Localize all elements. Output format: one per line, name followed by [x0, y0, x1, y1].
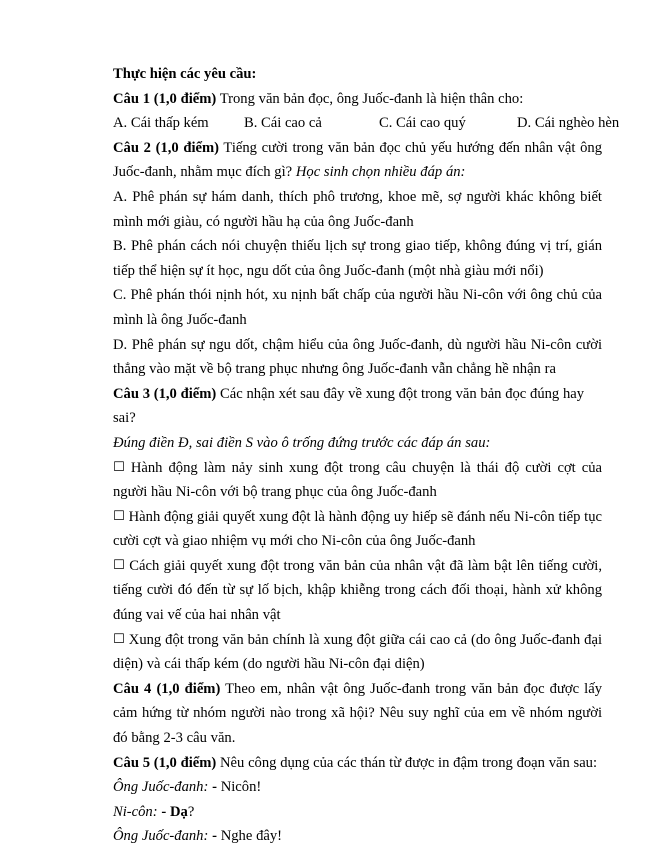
question-label-cau-1: Câu 1 (1,0 điểm) [113, 90, 217, 107]
question-label-cau-3: Câu 3 (1,0 điểm) [113, 385, 217, 402]
question-cau-2 [113, 136, 602, 185]
option-c-cau-1[interactable]: C. Cái cao quý [379, 115, 466, 132]
dialogue-speaker: Ni-côn: [113, 803, 158, 820]
question-prompt-cau-4: Theo em, nhân vật ông Juốc-đanh trong văn bản đọc được lấy cảm hứng từ nhóm người nào trong xã hội? Nêu suy nghĩ của em về nhóm người đó bằng 2-3 câu văn. [113, 680, 602, 747]
dialogue-bold-word: Dạ [169, 803, 188, 820]
checkbox-icon[interactable]: ☐ [113, 509, 125, 525]
dialogue-dash: - [161, 803, 167, 820]
dialogue-text: Nicôn! [216, 779, 262, 796]
question-label-cau-5: Câu 5 (1,0 điểm) [113, 754, 217, 771]
question-cau-3 [113, 382, 602, 431]
answer-option-cau-2-b[interactable]: B. Phê phán cách nói chuyện thiếu lịch sự trong giao tiếp, không đúng vị trí, gián tiếp thể hiện sự ít học, ngu dốt của ông Juốc-đanh (một nhà giàu mới nổi) [113, 238, 602, 279]
checkbox-statement-2[interactable] [113, 505, 602, 554]
checkbox-icon[interactable]: ☐ [113, 460, 125, 475]
answer-option-cau-2-d[interactable]: D. Phê phán sự ngu dốt, chậm hiểu của ông Juốc-đanh, dù người hầu Ni-côn cười thẳng vào mặt về bộ trang phục nhưng ông Juốc-đanh vẫn chẳng hề nhận ra [113, 336, 602, 378]
question-prompt-cau-2: Tiếng cười trong văn bản đọc chủ yếu hướng đến nhân vật ông Juốc-đanh, nhằm mục đích gì? [113, 139, 602, 181]
dialogue-speaker: Ông Juốc-đanh: [113, 828, 209, 845]
document-body [113, 62, 620, 849]
dialogue-dash: - [212, 779, 217, 796]
checkbox-statement-text: Hành động giải quyết xung đột là hành động uy hiếp sẽ đánh nếu Ni-côn tiếp tục cười cợt và giao nhiệm vụ mới cho Ni-côn của ông Juốc-đanh [113, 508, 603, 550]
question-cau-1 [113, 87, 602, 112]
question-instruction-cau-2: Học sinh chọn nhiều đáp án: [295, 164, 466, 181]
question-label-cau-4: Câu 4 (1,0 điểm) [113, 680, 221, 697]
dialogue-dash: - [212, 828, 217, 845]
question-prompt-cau-5: Nêu công dụng của các thán từ được in đậm trong đoạn văn sau: [216, 754, 598, 771]
dialogue-line-3 [113, 824, 602, 849]
checkbox-statement-3[interactable] [113, 554, 602, 628]
question-instruction-cau-3: Đúng điền Đ, sai điền S vào ô trống đứng trước các đáp án sau: [113, 434, 491, 451]
option-d-cau-1[interactable]: D. Cái nghèo hèn [517, 115, 620, 132]
answer-option-cau-2-c[interactable]: C. Phê phán thói nịnh hót, xu nịnh bất chấp của người hầu Ni-côn với ông chủ của mình là ông Juốc-đanh [113, 287, 602, 328]
dialogue-text: Nghe đây! [216, 828, 283, 845]
answer-option-cau-2-a[interactable]: A. Phê phán sự hám danh, thích phô trương, khoe mẽ, sợ người khác không biết mình mới giàu, có người hầu hạ của ông Juốc-đanh [113, 188, 602, 230]
question-prompt-cau-1: Trong văn bản đọc, ông Juốc-đanh là hiện thân cho: [216, 90, 524, 107]
dialogue-speaker: Ông Juốc-đanh: [113, 779, 209, 796]
answer-options-cau-1 [113, 111, 620, 136]
section-heading: Thực hiện các yêu cầu: [113, 66, 257, 82]
dialogue-line-2 [113, 800, 602, 825]
question-cau-4 [113, 677, 602, 751]
option-a-cau-1[interactable]: A. Cái thấp kém [113, 115, 209, 132]
dialogue-line-1 [113, 775, 602, 800]
checkbox-statement-text: Xung đột trong văn bản chính là xung đột giữa cái cao cả (do ông Juốc-đanh đại diện) và cái thấp kém (do người hầu Ni-côn đại diện) [113, 631, 603, 673]
checkbox-statement-4[interactable] [113, 628, 602, 677]
checkbox-statement-text: Hành động làm nảy sinh xung đột trong câu chuyện là thái độ cười cợt của người hầu Ni-côn với bộ trang phục của ông Juốc-đanh [113, 459, 603, 501]
question-label-cau-2: Câu 2 (1,0 điểm) [113, 139, 220, 156]
option-b-cau-1[interactable]: B. Cái cao cả [244, 115, 322, 132]
checkbox-icon[interactable]: ☐ [113, 558, 125, 574]
question-cau-5 [113, 751, 602, 776]
checkbox-statement-1[interactable] [113, 456, 602, 505]
question-prompt-cau-3: Các nhận xét sau đây về xung đột trong văn bản đọc đúng hay sai? [113, 385, 585, 427]
checkbox-statement-text: Cách giải quyết xung đột trong văn bản của nhân vật đã làm bật lên tiếng cười, tiếng cười đó đến từ sự lố bịch, khập khiễng trong cách đối thoại, hành xử không đúng vai vế của hai nhân vật [113, 557, 602, 624]
checkbox-icon[interactable]: ☐ [113, 632, 125, 648]
dialogue-text: ? [187, 803, 195, 820]
